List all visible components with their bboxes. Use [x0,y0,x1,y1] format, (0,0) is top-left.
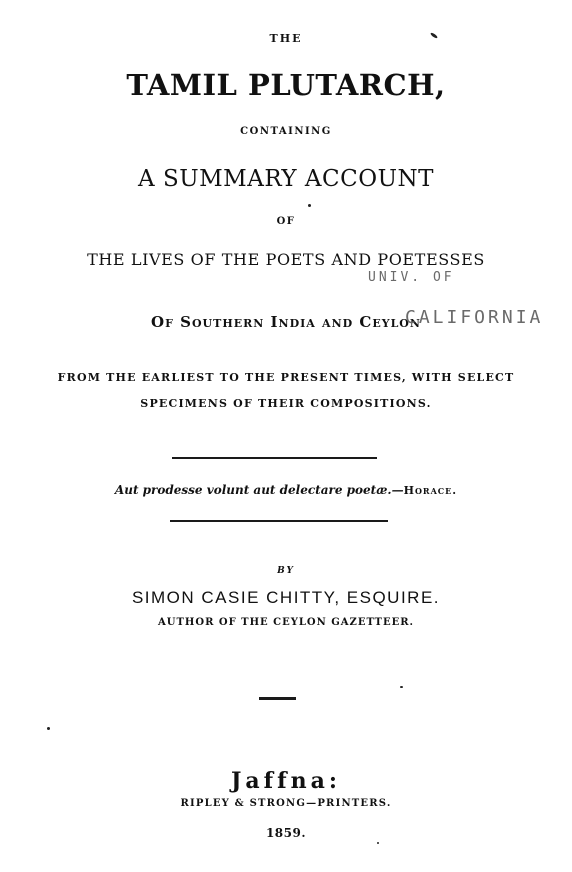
paper-speck [47,727,50,730]
author-name: SIMON CASIE CHITTY, ESQUIRE. [131,588,441,607]
containing-label: CONTAINING [240,126,332,137]
subtitle-region: Of Southern India and Ceylon [151,313,421,331]
imprint-place: Jaffna: [231,768,341,794]
short-divider-rule [259,697,296,700]
imprint-year: 1859. [265,826,307,840]
article-the: THE [269,32,303,45]
epigraph-author: Horace. [403,484,458,497]
author-credentials: AUTHOR OF THE CEYLON GAZETTEER. [157,617,415,628]
epigraph-text: Aut prodesse volunt aut delectare poetæ.— [114,483,404,497]
of-label: OF [276,216,296,227]
library-stamp-line-2: CALIFORNIA [405,307,544,328]
library-stamp-line-1: UNIV. OF [368,270,455,285]
subtitle-lives: THE LIVES OF THE POETS AND POETESSES [87,250,485,269]
paper-speck [308,204,311,207]
by-label: BY [277,566,295,576]
paper-speck [400,686,403,688]
scope-line-2: SPECIMENS OF THEIR COMPOSITIONS. [140,397,432,410]
epigraph [0,483,572,497]
paper-speck [377,842,379,844]
divider-rule [172,457,377,459]
book-title: TAMIL PLUTARCH, [126,68,446,102]
imprint-printers: RIPLEY & STRONG—PRINTERS. [180,798,392,809]
scope-line-1: FROM THE EARLIEST TO THE PRESENT TIMES, WITH SELECT [57,371,515,384]
subtitle-summary: A SUMMARY ACCOUNT [138,166,434,192]
divider-rule [170,520,388,522]
